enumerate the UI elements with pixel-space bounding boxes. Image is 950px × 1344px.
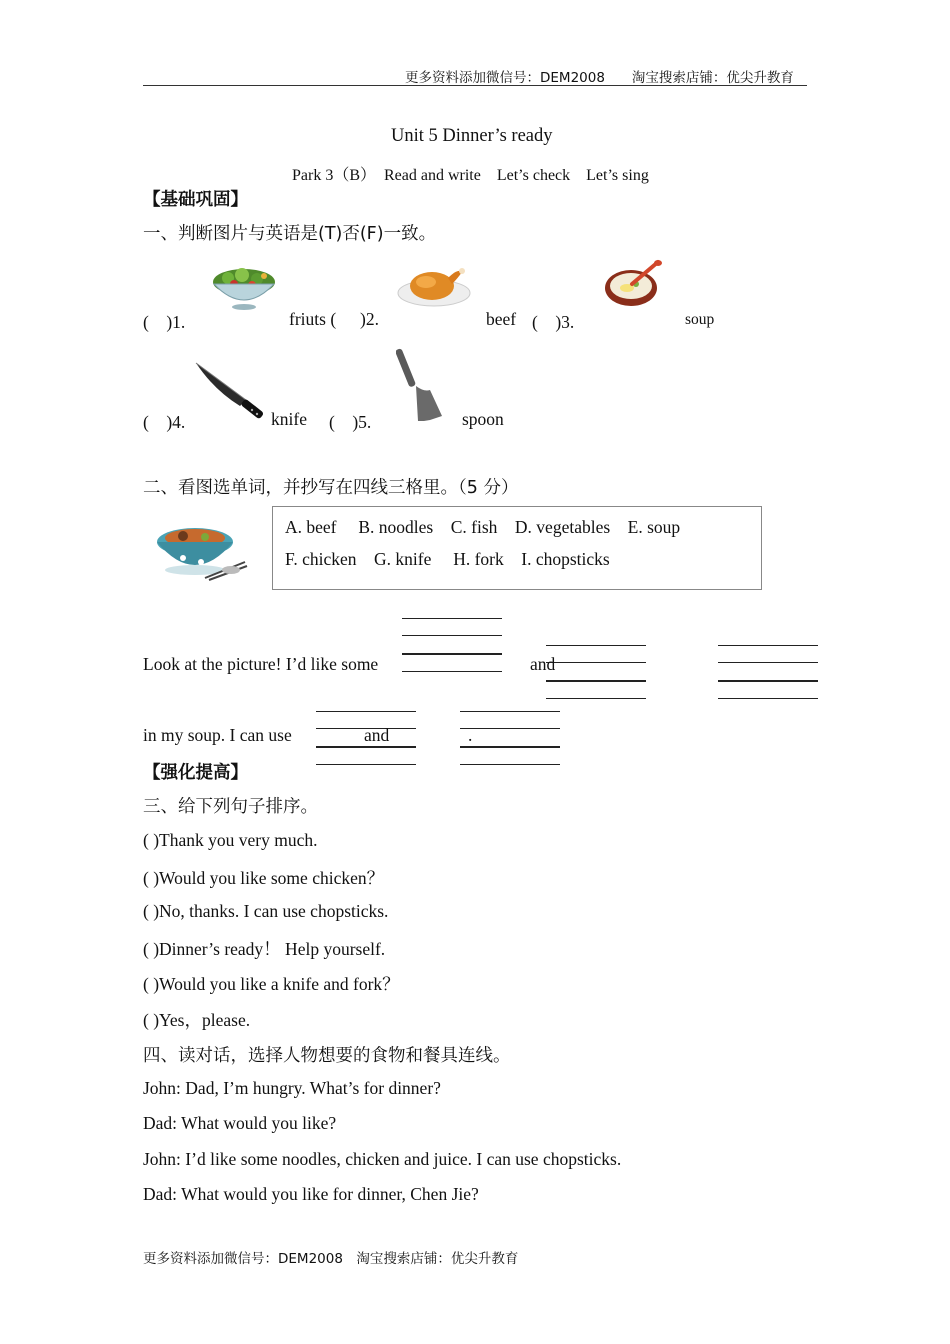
- q3-item: ( )Would you like a knife and fork？: [143, 974, 400, 994]
- q1-item2-word: beef: [486, 309, 517, 329]
- q1-item2-prefix: )2.: [360, 309, 379, 329]
- knife-image: [194, 360, 268, 422]
- page-title: Unit 5 Dinner’s ready: [391, 126, 553, 146]
- writing-lines-1[interactable]: [402, 618, 502, 672]
- q4-dialogue-line: Dad: What would you like?: [143, 1113, 337, 1133]
- q2-period: .: [468, 725, 473, 745]
- soup-bowl-image: [602, 258, 664, 310]
- q1-item4-prefix: ( )4.: [143, 412, 186, 432]
- q2-sentence2-and: and: [364, 725, 390, 745]
- q3-item: ( )No, thanks. I can use chopsticks.: [143, 901, 389, 921]
- section-basic: 【基础巩固】: [143, 190, 248, 210]
- q3-heading: 三、给下列句子排序。: [143, 797, 318, 817]
- q4-dialogue-line: John: I’d like some noodles, chicken and juice. I can use chopsticks.: [143, 1149, 622, 1169]
- word-bank-line1: A. beef B. noodles C. fish D. vegetables E. soup: [285, 517, 681, 537]
- q1-heading: 一、判断图片与英语是(T)否(F)一致。: [143, 224, 437, 244]
- writing-lines-2[interactable]: [546, 645, 646, 699]
- q3-item: ( )Dinner’s ready！ Help yourself.: [143, 939, 386, 959]
- writing-lines-3[interactable]: [718, 645, 818, 699]
- page-subtitle: Park 3（B） Read and write Let’s check Let’s sing: [292, 167, 649, 184]
- q1-item5-prefix: ( )5.: [329, 412, 372, 432]
- q2-sentence1-and: and: [530, 654, 556, 674]
- q4-dialogue-line: Dad: What would you like for dinner, Chen Jie?: [143, 1184, 479, 1204]
- q3-item: ( )Would you like some chicken？: [143, 868, 385, 888]
- q1-item5-word: spoon: [462, 409, 504, 429]
- word-bank-line2: F. chicken G. knife H. fork I. chopsticks: [285, 549, 610, 569]
- q2-sentence1-start: Look at the picture! I’d like some: [143, 654, 379, 674]
- page-footer: 更多资料添加微信号：DEM2008 淘宝搜索店铺：优尖升教育: [143, 1251, 519, 1267]
- q4-heading: 四、读对话，选择人物想要的食物和餐具连线。: [143, 1046, 511, 1066]
- fork-image: [396, 346, 446, 422]
- section-improve: 【强化提高】: [143, 763, 248, 783]
- q2-sentence2-start: in my soup. I can use: [143, 725, 292, 745]
- header-rule: [143, 85, 807, 86]
- q1-item1-prefix: ( )1.: [143, 312, 186, 332]
- page-header: 更多资料添加微信号：DEM2008 淘宝搜索店铺：优尖升教育: [405, 70, 794, 86]
- roast-chicken-image: [396, 262, 472, 308]
- q1-item1-word: friuts (: [289, 309, 337, 329]
- q2-heading: 二、看图选单词，并抄写在四线三格里。（5 分）: [143, 478, 519, 498]
- noodle-soup-image: [153, 518, 249, 582]
- salad-image: [210, 266, 278, 312]
- q1-item3-prefix: ( )3.: [532, 312, 575, 332]
- writing-lines-5[interactable]: [460, 711, 560, 765]
- q1-item4-word: knife: [271, 409, 307, 429]
- q4-dialogue-line: John: Dad, I’m hungry. What’s for dinner?: [143, 1078, 441, 1098]
- q3-item: ( )Yes，please.: [143, 1010, 251, 1030]
- q3-item: ( )Thank you very much.: [143, 830, 318, 850]
- q1-item3-word: soup: [685, 311, 715, 328]
